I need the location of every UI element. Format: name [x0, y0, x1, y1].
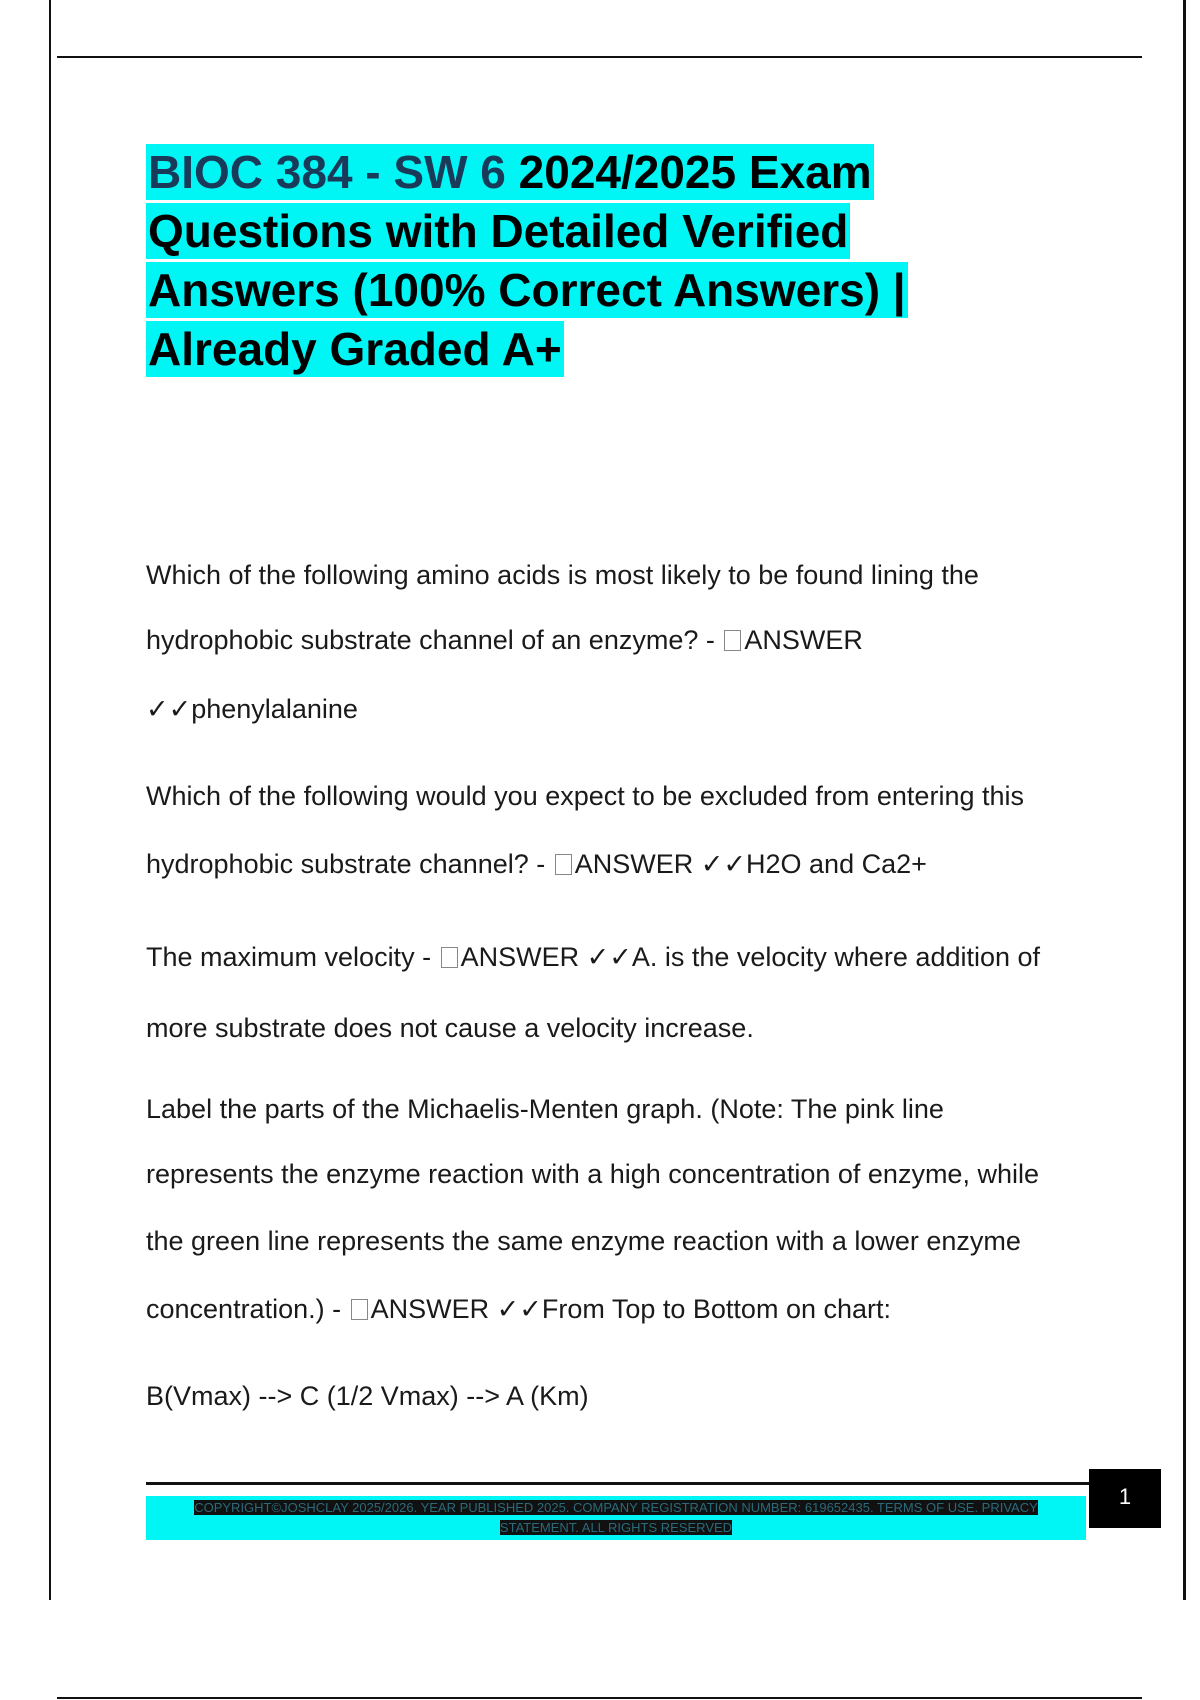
- title-line-4: Already Graded A+: [148, 323, 562, 375]
- question-4-line-1: Label the parts of the Michaelis-Menten graph. (Note: The pink line: [146, 1094, 944, 1124]
- question-2-line-1: Which of the following would you expect to be excluded from entering this: [146, 781, 1024, 811]
- missing-glyph-icon: [351, 1299, 368, 1320]
- question-2-line-2: hydrophobic substrate channel? - ANSWER ✓✓H2O and Ca2+: [146, 849, 927, 879]
- page-number: 1: [1089, 1469, 1161, 1528]
- missing-glyph-icon: [441, 947, 458, 968]
- question-4-line-3: the green line represents the same enzyme reaction with a lower enzyme: [146, 1226, 1021, 1256]
- next-page-top-divider: [57, 1697, 1142, 1699]
- question-3-line-1: The maximum velocity - ANSWER ✓✓A. is the velocity where addition of: [146, 942, 1041, 972]
- copyright-footer: [146, 1496, 1086, 1540]
- question-4-line-4: concentration.) - ANSWER ✓✓From Top to Bottom on chart:: [146, 1294, 892, 1324]
- copyright-line-2: STATEMENT. ALL RIGHTS RESERVED: [499, 1520, 733, 1535]
- question-4-line-2: represents the enzyme reaction with a high concentration of enzyme, while: [146, 1159, 1039, 1189]
- missing-glyph-icon: [724, 630, 741, 651]
- question-1-line-2: hydrophobic substrate channel of an enzyme? - ANSWER: [146, 625, 863, 655]
- page-border-left: [49, 0, 51, 1600]
- question-1-line-1: Which of the following amino acids is most likely to be found lining the: [146, 560, 979, 590]
- title-line-3: Answers (100% Correct Answers) |: [148, 264, 906, 316]
- title-line-1: BIOC 384 - SW 6 2024/2025 Exam: [148, 146, 872, 198]
- document-title: [146, 144, 1046, 380]
- footer-divider: [146, 1482, 1091, 1485]
- missing-glyph-icon: [555, 854, 572, 875]
- copyright-line-1: COPYRIGHT©JOSHCLAY 2025/2026. YEAR PUBLISHED 2025. COMPANY REGISTRATION NUMBER: 619652435. TERMS OF USE. PRIVACY: [194, 1500, 1038, 1515]
- answer-1: ✓✓phenylalanine: [146, 694, 358, 724]
- answer-3-line-2: more substrate does not cause a velocity increase.: [146, 1013, 754, 1043]
- page-border-right: [1183, 0, 1186, 1600]
- header-divider: [57, 56, 1142, 58]
- answer-4-sequence: B(Vmax) --> C (1/2 Vmax) --> A (Km): [146, 1381, 589, 1411]
- title-line-2: Questions with Detailed Verified: [148, 205, 849, 257]
